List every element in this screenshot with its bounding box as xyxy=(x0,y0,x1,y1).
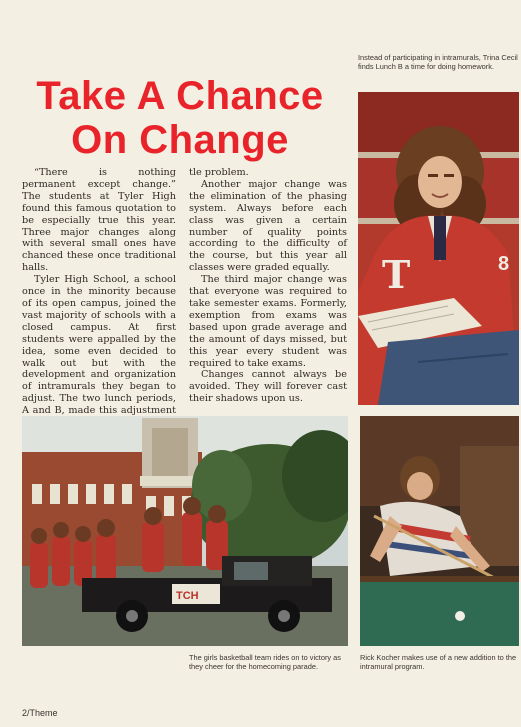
page-folio: 2/Theme xyxy=(22,708,58,718)
svg-text:TCH: TCH xyxy=(176,590,199,602)
photo-student-homework xyxy=(358,92,519,405)
article-paragraph: Another major change was the elimination of the phasing system. Always before each class was given a certain number of quality points according to the difficulty of the course, but this year all classes were graded equally. xyxy=(189,178,347,274)
photo-pool-player xyxy=(360,416,519,646)
photo-homecoming-parade xyxy=(22,416,348,646)
caption-girls-basketball: The girls basketball team rides on to victory as they cheer for the homecoming parade. xyxy=(189,653,341,672)
article-paragraph: Changes cannot always be avoided. They will forever cast their shadows upon us. xyxy=(189,369,347,405)
article-paragraph: “There is nothing permanent except change.” The students at Tyler High found this famous quotation to be especially true this year. Three major changes along with several small ones have chanced these once traditional halls. xyxy=(22,167,176,274)
svg-text:8: 8 xyxy=(498,253,510,275)
article-column-2 xyxy=(189,167,347,405)
headline-line-1: Take A Chance xyxy=(36,74,324,118)
caption-rick-kocher: Rick Kocher makes use of a new addition to the intramural program. xyxy=(360,653,517,672)
svg-text:T: T xyxy=(382,252,411,297)
page-headline xyxy=(22,74,338,162)
article-paragraph: The third major change was that everyone was required to take semester exams. Formerly, exemption from exams was based upon grade average and the amount of days missed, but this year every student was required to take exams. xyxy=(189,274,347,369)
caption-trina-cecil: Instead of participating in intramurals, Trina Cecil finds Lunch B a time for doing homework. xyxy=(358,53,518,72)
article-paragraph: Tyler High School, a school once in the minority because of its open campus, joined the vast majority of schools with a closed campus. At first students were appalled by the idea, some even decided to walk out but with the development and organization of intramurals they began to adjust. The two lunch periods, A and B, made this adjustment xyxy=(22,274,176,417)
article-column-1 xyxy=(22,167,176,441)
headline-line-2: On Change xyxy=(71,118,289,162)
article-paragraph: tle problem. xyxy=(189,167,249,178)
